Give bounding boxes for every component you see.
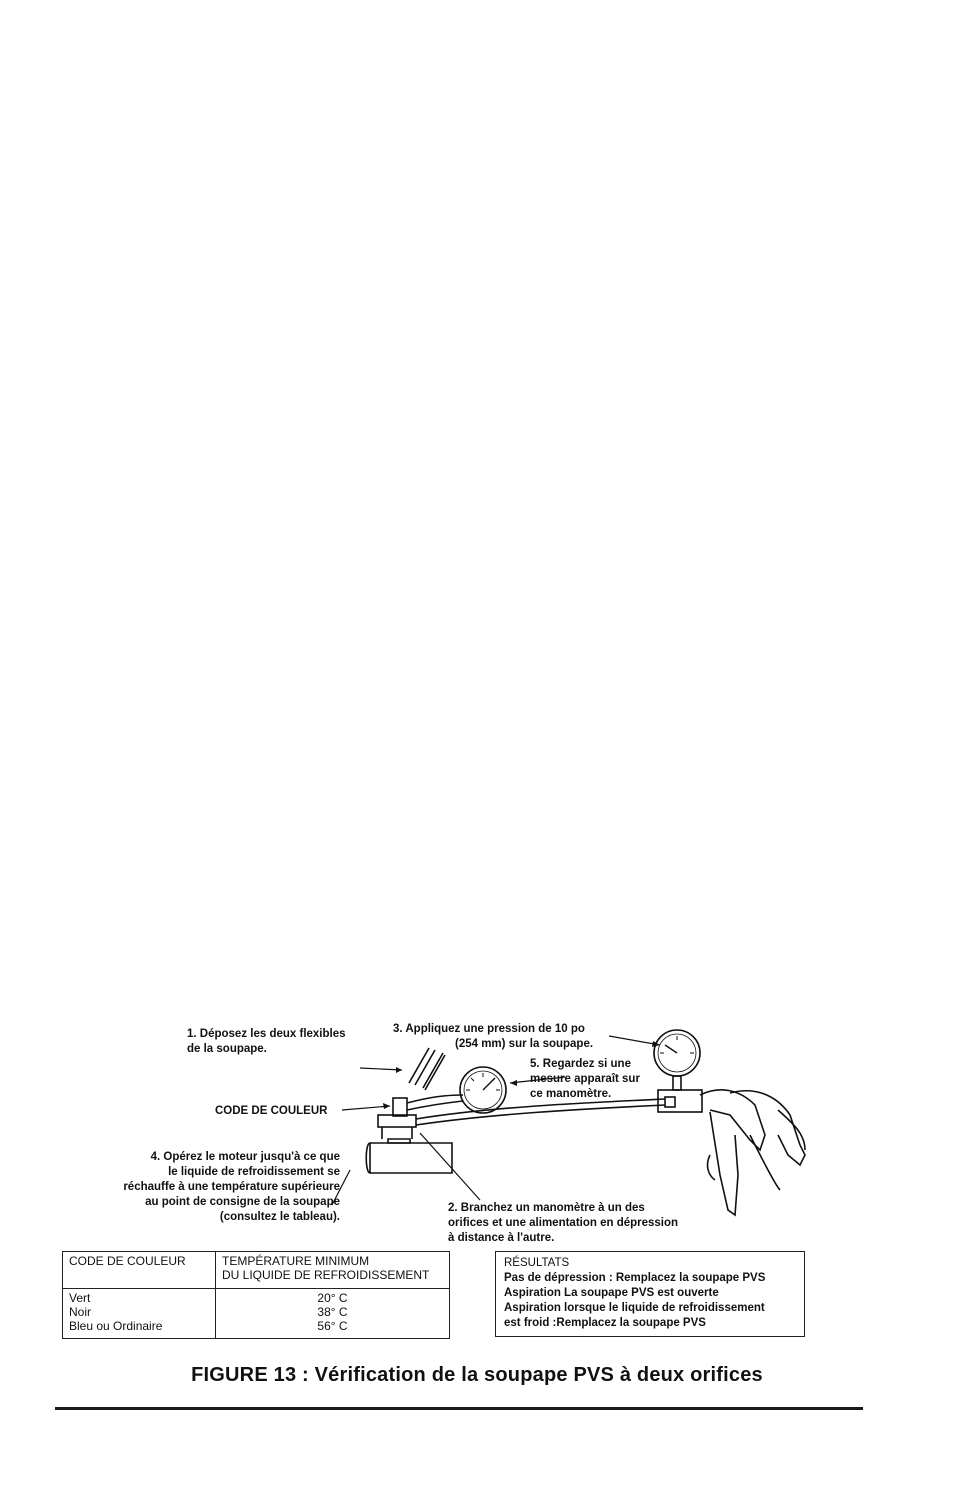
table-cell-color: Vert (69, 1290, 91, 1305)
table-cell-temp: 38° C (317, 1304, 348, 1319)
results-line: Aspiration lorsque le liquide de refroidissement (504, 1302, 765, 1314)
removed-hose-2 (425, 1055, 445, 1090)
table-cell-color: Noir (69, 1304, 92, 1319)
table-header-color: CODE DE COULEUR (63, 1252, 216, 1289)
valve-hex-nut (378, 1115, 416, 1127)
coolant-pipe (370, 1143, 452, 1173)
results-line: Aspiration La soupape PVS est ouverte (504, 1287, 719, 1299)
table-row (63, 1288, 450, 1338)
pump-handle (700, 1090, 765, 1150)
callout-step-4: 4. Opérez le moteur jusqu'à ce que le liquide de refroidissement se réchauffe à une température supérieure au point de consigne de la soupape (consultez le tableau). (123, 1151, 340, 1223)
valve-port (393, 1098, 407, 1116)
table-cell-temp: 20° C (317, 1290, 348, 1305)
coolant-pipe-end (366, 1143, 370, 1173)
figure-caption: FIGURE 13 : Vérification de la soupape PVS à deux orifices (191, 1364, 763, 1386)
page-divider (55, 1407, 863, 1410)
callout-step-1: 1. Déposez les deux flexibles de la soupape. (187, 1028, 346, 1055)
table-header-temp: TEMPÉRATURE MINIMUM DU LIQUIDE DE REFROIDISSEMENT (216, 1252, 450, 1289)
callout-step-5: 5. Regardez si une mesure apparaît sur ce manomètre. (530, 1058, 640, 1100)
table-cell-temp: 56° C (317, 1318, 348, 1333)
callout-step-3: 3. Appliquez une pression de 10 po (254 mm) sur la soupape. (393, 1023, 594, 1050)
results-title: RÉSULTATS (504, 1257, 570, 1269)
table-cell-color: Bleu ou Ordinaire (69, 1318, 163, 1333)
callout-step-2: 2. Branchez un manomètre à un des orifices et une alimentation en dépression à distance à l'autre. (448, 1202, 679, 1244)
results-line: est froid :Remplacez la soupape PVS (504, 1317, 706, 1329)
results-box (495, 1251, 805, 1337)
color-code-temperature-table (62, 1251, 450, 1339)
vacuum-hose-lower (416, 1105, 665, 1125)
callout-color-code: CODE DE COULEUR (215, 1105, 328, 1117)
table-header-row (63, 1252, 450, 1289)
results-line: Pas de dépression : Remplacez la soupape PVS (504, 1272, 766, 1284)
pvs-valve-test-diagram (60, 1015, 820, 1250)
